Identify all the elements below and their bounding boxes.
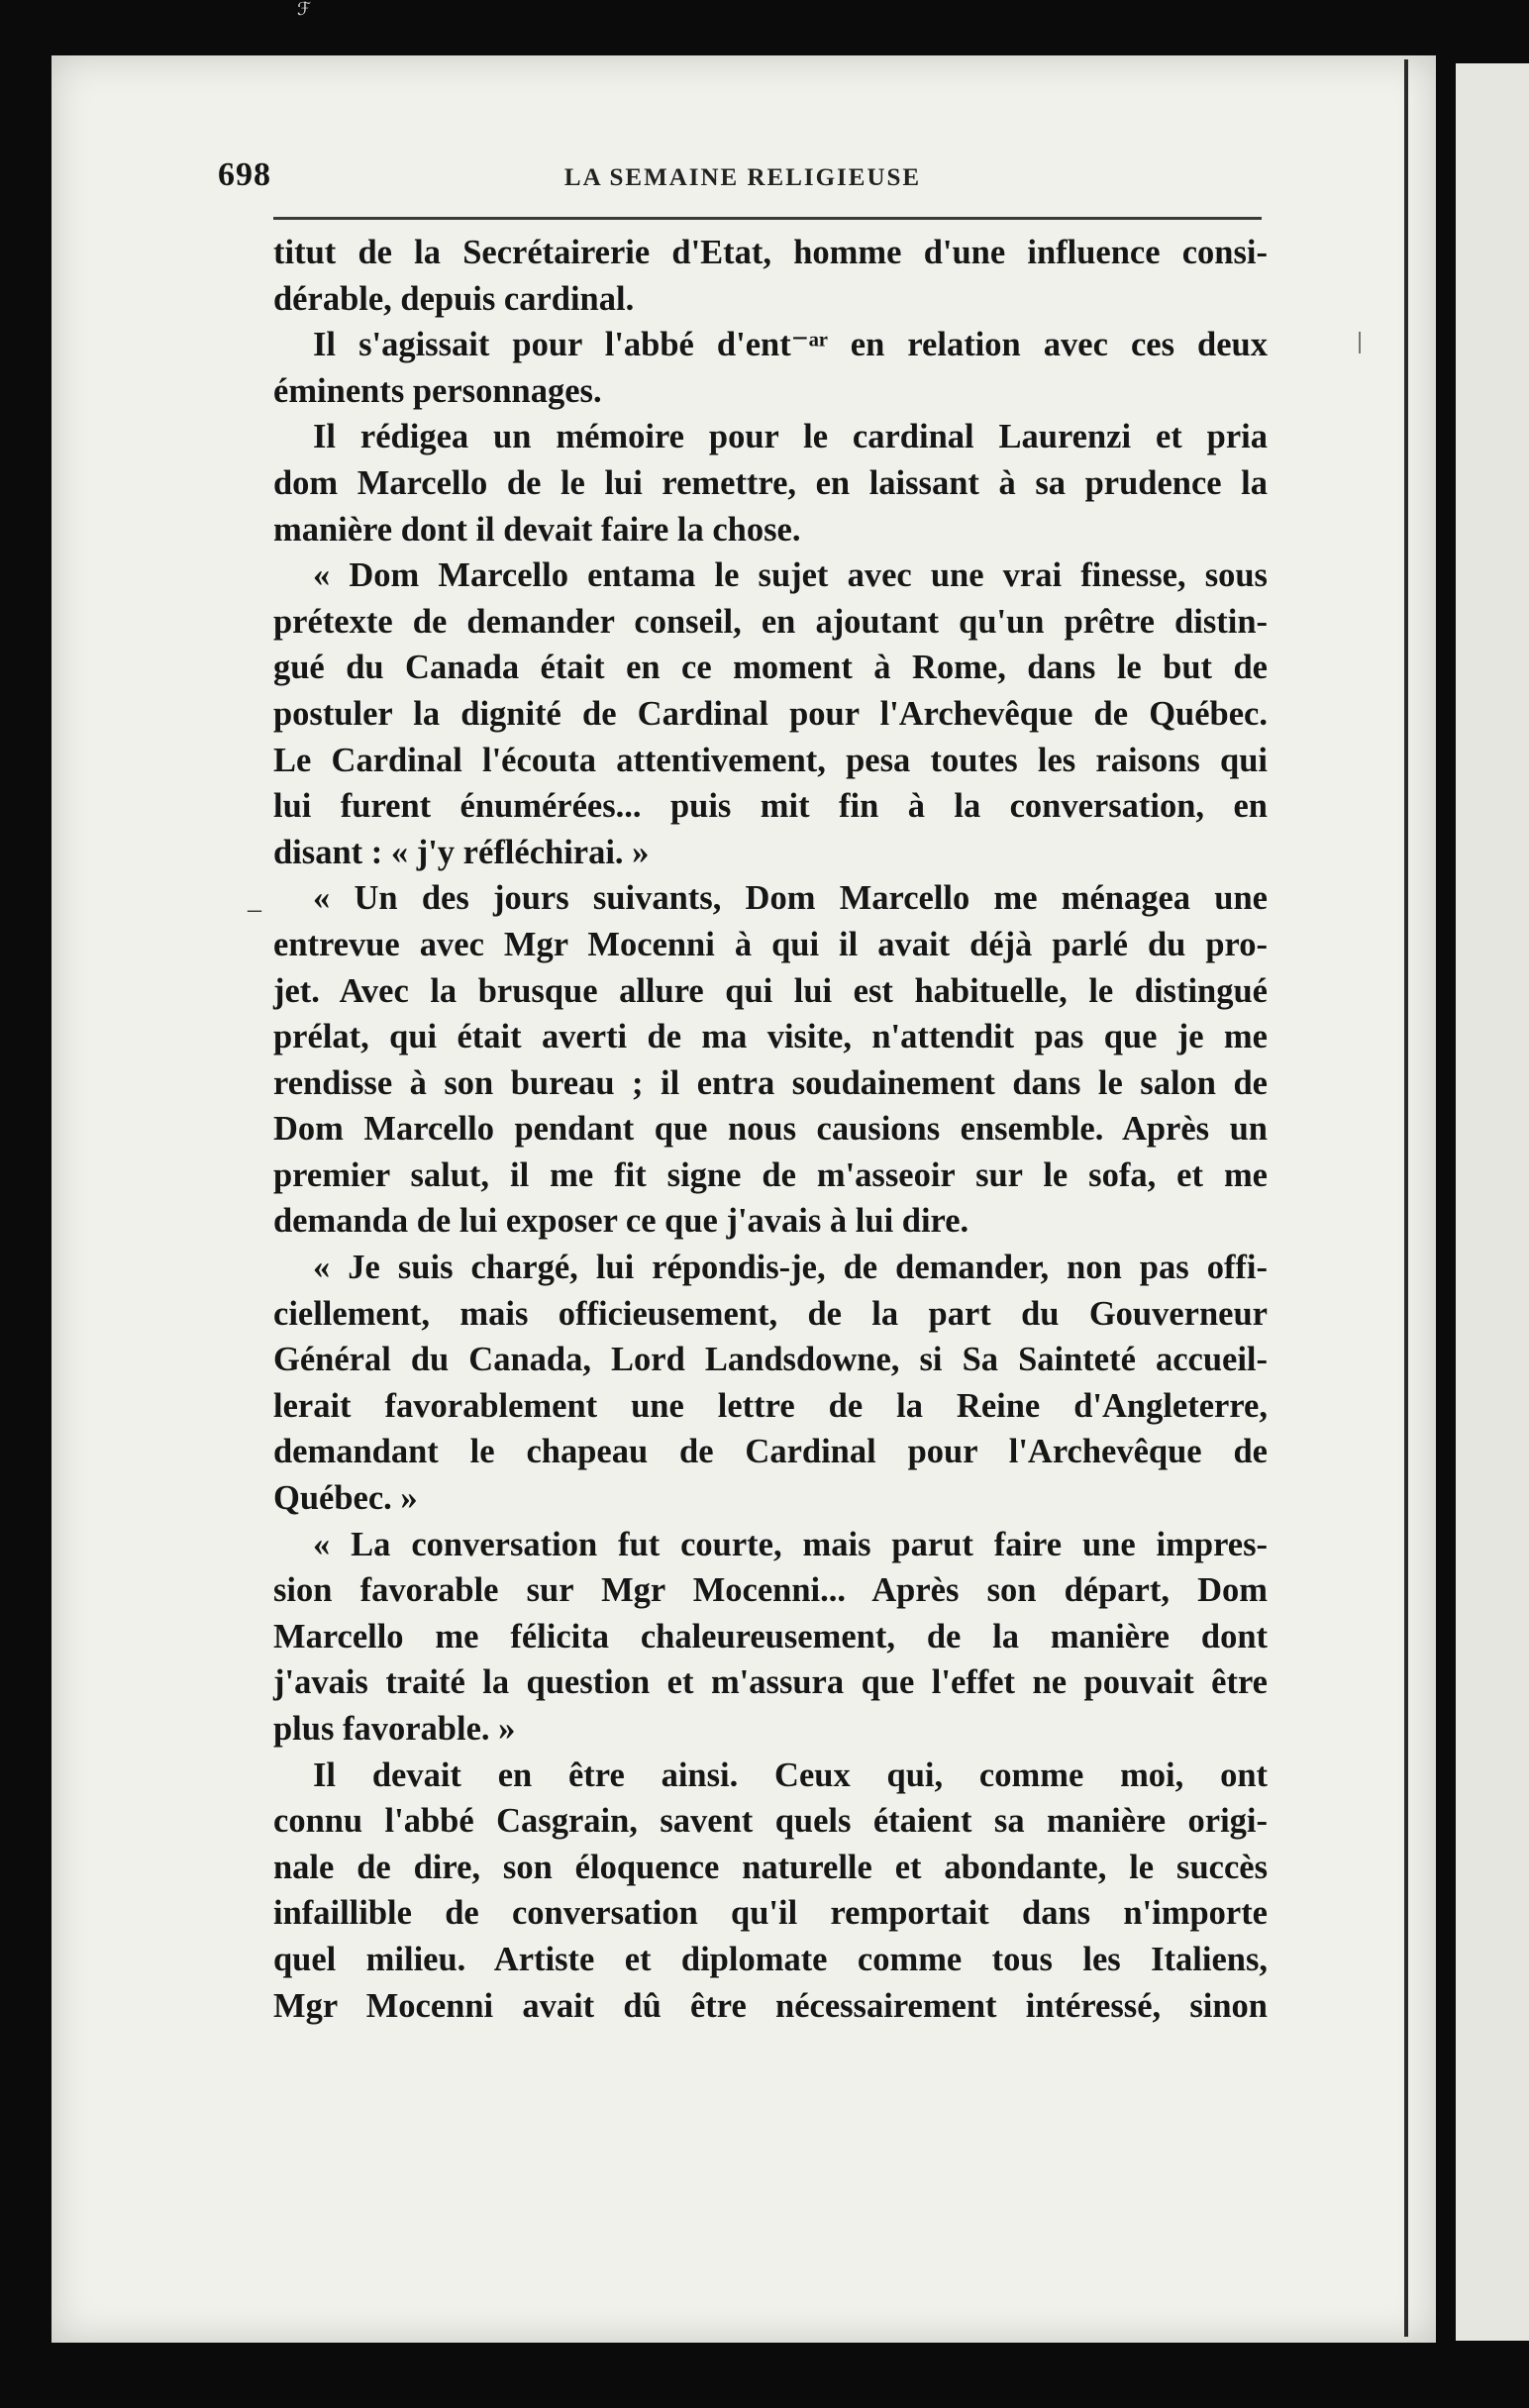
text-line: entrevue avec Mgr Mocenni à qui il avait déjà parlé du pro- — [273, 925, 1268, 963]
text-line: « La conversation fut courte, mais parut faire une impres- — [313, 1525, 1268, 1563]
text-line: Dom Marcello pendant que nous causions ensemble. Après un — [273, 1110, 1268, 1149]
text-line: demanda de lui exposer ce que j'avais à lui dire. — [273, 1202, 969, 1241]
text-line: lui furent énumérées... puis mit fin à la conversation, en — [273, 787, 1268, 826]
text-line: premier salut, il me fit signe de m'asseoir sur le sofa, et me — [273, 1155, 1268, 1194]
text-line: titut de la Secrétairerie d'Etat, homme d'une influence consi- — [273, 234, 1268, 271]
text-line: « Je suis chargé, lui répondis-je, de demander, non pas offi- — [313, 1249, 1268, 1287]
text-line: Il devait en être ainsi. Ceux qui, comme moi, ont — [313, 1756, 1268, 1794]
text-line: nale de dire, son éloquence naturelle et abondante, le succès — [273, 1848, 1268, 1886]
text-line: Il s'agissait pour l'abbé d'ent⁻ᵃʳ en relation avec ces deux — [313, 326, 1268, 364]
text-line: disant : « j'y réfléchirai. » — [273, 833, 650, 871]
text-line: Le Cardinal l'écouta attentivement, pesa toutes les raisons qui — [273, 741, 1268, 779]
text-line: dom Marcello de le lui remettre, en laissant à sa prudence la — [273, 463, 1268, 502]
scan-corner-mark: ℱ — [297, 0, 312, 19]
text-line: postuler la dignité de Cardinal pour l'Archevêque de Québec. — [273, 694, 1268, 733]
text-line: demandant le chapeau de Cardinal pour l'Archevêque de — [273, 1433, 1268, 1471]
text-line: jet. Avec la brusque allure qui lui est habituelle, le distingué — [273, 971, 1268, 1010]
text-line: quel milieu. Artiste et diplomate comme tous les Italiens, — [273, 1940, 1268, 1978]
page-gutter-edge — [1404, 59, 1408, 2337]
text-line: j'avais traité la question et m'assura que l'effet ne pouvait être — [273, 1663, 1268, 1702]
text-line: éminents personnages. — [273, 371, 602, 410]
text-line: prélat, qui était averti de ma visite, n'attendit pas que je me — [273, 1018, 1268, 1056]
text-line: infaillible de conversation qu'il remportait dans n'importe — [273, 1894, 1268, 1933]
text-line: sion favorable sur Mgr Mocenni... Après son départ, Dom — [273, 1571, 1268, 1610]
text-line: Mgr Mocenni avait dû être nécessairement intéressé, sinon — [273, 1986, 1268, 2025]
text-line: ciellement, mais officieusement, de la part du Gouverneur — [273, 1294, 1268, 1333]
text-line: dérable, depuis cardinal. — [273, 279, 635, 318]
text-line: « Dom Marcello entama le sujet avec une vrai finesse, sous — [313, 556, 1268, 595]
page-header — [218, 150, 1268, 210]
text-line: Il rédigea un mémoire pour le cardinal Laurenzi et pria — [313, 418, 1268, 456]
margin-tick — [1359, 332, 1361, 353]
text-line: connu l'abbé Casgrain, savent quels étaient sa manière origi- — [273, 1802, 1268, 1841]
body-text — [273, 230, 1268, 2029]
text-line: prétexte de demander conseil, en ajoutant qu'un prêtre distin- — [273, 602, 1268, 641]
margin-mark: – — [248, 894, 261, 925]
facing-page-edge — [1456, 63, 1529, 2341]
text-line: rendisse à son bureau ; il entra soudainement dans le salon de — [273, 1063, 1268, 1102]
text-line: plus favorable. » — [273, 1710, 516, 1748]
text-line: manière dont il devait faire la chose. — [273, 510, 801, 549]
running-head: LA SEMAINE RELIGIEUSE — [563, 164, 922, 191]
text-line: Marcello me félicita chaleureusement, de la manière dont — [273, 1617, 1268, 1656]
text-line: lerait favorablement une lettre de la Reine d'Angleterre, — [273, 1386, 1268, 1425]
header-rule — [273, 217, 1262, 220]
text-line: Général du Canada, Lord Landsdowne, si Sa Sainteté accueil- — [273, 1341, 1268, 1379]
page-number: 698 — [218, 156, 271, 193]
text-line: gué du Canada était en ce moment à Rome, dans le but de — [273, 649, 1268, 687]
text-line: « Un des jours suivants, Dom Marcello me ménagea une — [313, 879, 1268, 918]
text-line: Québec. » — [273, 1479, 418, 1518]
